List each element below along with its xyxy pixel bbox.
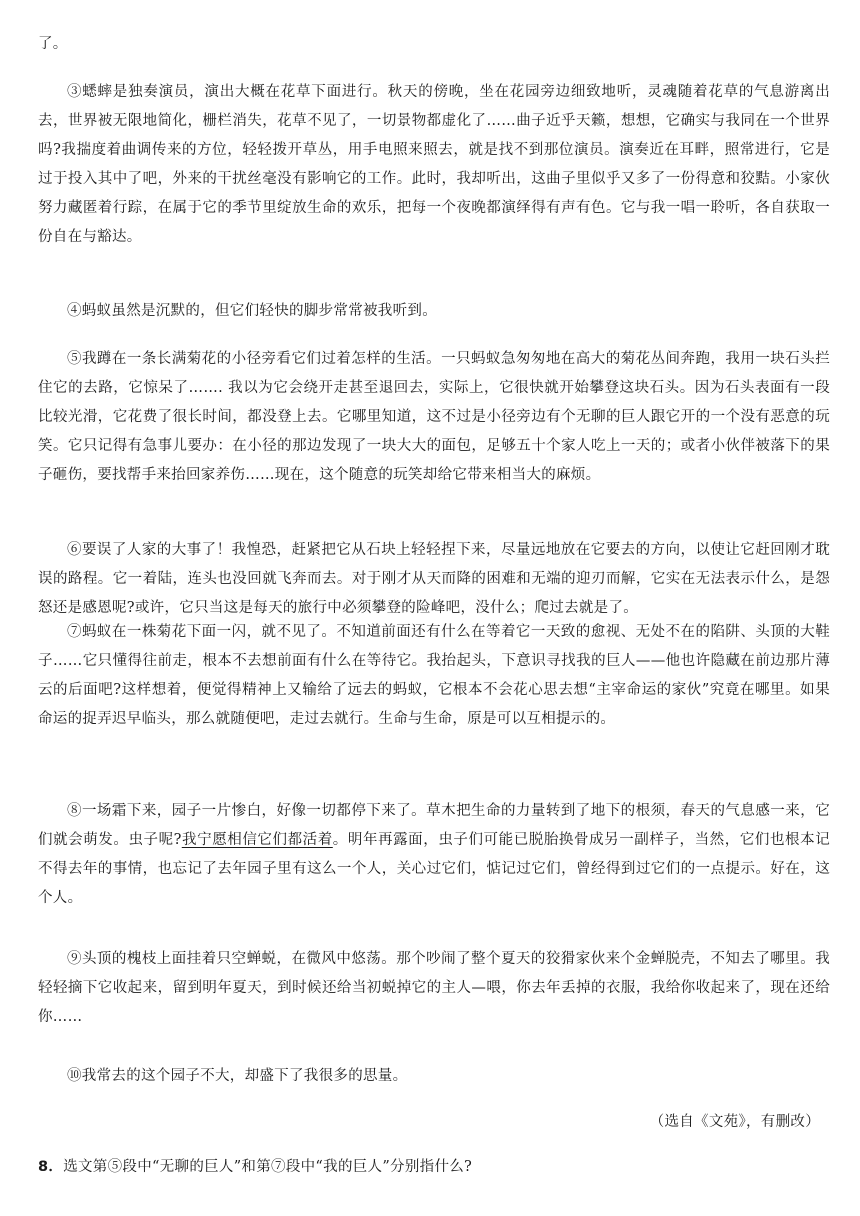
paragraph-8	[38, 797, 830, 913]
source-citation: （选自《文苑》，有删改）	[649, 1114, 820, 1130]
paragraph-continuation: 了。	[38, 36, 68, 52]
paragraph-8-text-before: ⑧一场霜下来，园子一片惨白，好像一切都停下来了。草木把生命的力量转到了地下的根须，春天的气息感一来，它们就会萌发。虫子呢?	[38, 803, 830, 848]
paragraph-5: ⑤我蹲在一条长满菊花的小径旁看它们过着怎样的生活。一只蚂蚁急匆匆地在高大的菊花丛间奔跑，我用一块石头拦住它的去路，它惊呆了……. 我以为它会绕开走甚至退回去，实际上，它很快就开始攀登这块石头。因为石头表面有一段比较光滑，它花费了很长时间，都没登上去。它哪里知道，这不过是小径旁边有个无聊的巨人跟它开的一个没有恶意的玩笑。它只记得有急事儿要办：在小径的那边发现了一块大大的面包，足够五十个家人吃上一天的；或者小伙伴被落下的果子砸伤，要找帮手来抬回家养伤……现在，这个随意的玩笑却给它带来相当大的麻烦。	[38, 351, 830, 483]
underlined-sentence: 我宁愿相信它们都活着	[181, 832, 333, 848]
paragraph-10: ⑩我常去的这个园子不大，却盛下了我很多的思量。	[67, 1068, 408, 1084]
question-8	[38, 1155, 830, 1179]
paragraph-3: ③蟋蟀是独奏演员，演出大概在花草下面进行。秋天的傍晚，坐在花园旁边细致地听，灵魂随着花草的气息游离出去，世界被无限地简化，栅栏消失，花草不见了，一切景物都虚化了……曲子近乎天籁，想想，它确实与我同在一个世界吗?我揣度着曲调传来的方位，轻轻拨开草丛，用手电照来照去，就是找不到那位演员。演奏近在耳畔，照常进行，它是过于投入其中了吧，外来的干扰丝毫没有影响它的工作。此时，我却听出，这曲子里似乎又多了一份得意和狡黠。小家伙努力藏匿着行踪，在属于它的季节里绽放生命的欢乐，把每一个夜晚都演绎得有声有色。它与我一唱一聆听，各自获取一份自在与豁达。	[38, 84, 830, 245]
paragraph-9: ⑨头顶的槐枝上面挂着只空蝉蜕，在微风中悠荡。那个吵闹了整个夏天的狡猾家伙来个金蝉脱壳，不知去了哪里。我轻轻摘下它收起来，留到明年夏天，到时候还给当初蜕掉它的主人—喂，你去年丢掉的衣服，我给你收起来了，现在还给你……	[38, 951, 830, 1025]
question-number: 8．	[38, 1159, 64, 1175]
paragraph-8-text-after: 。明年再露面，虫子们可能已脱胎换骨成另一副样子，当然，它们也根本记不得去年的事情，也忘记了去年园子里有这么一个人，关心过它们，惦记过它们，曾经得到过它们的一点提示。好在，这个人。	[38, 832, 831, 906]
paragraph-6: ⑥要误了人家的大事了！我惶恐，赶紧把它从石块上轻轻捏下来，尽量远地放在它要去的方向，以使让它赶回刚才耽误的路程。它一着陆，连头也没回就飞奔而去。对于刚才从天而降的困难和无端的迎刃而解，它实在无法表示什么，是怨怒还是感恩呢?或许，它只当这是每天的旅行中必须攀登的险峰吧，没什么；爬过去就是了。	[38, 542, 830, 616]
paragraph-7: ⑦蚂蚁在一株菊花下面一闪，就不见了。不知道前面还有什么在等着它一天致的愈视、无处不在的陷阱、头顶的大鞋子……它只懂得往前走，根本不去想前面有什么在等待它。我抬起头，下意识寻找我的巨人——他也许隐藏在前边那片薄云的后面吧?这样想着，便觉得精神上又输给了远去的蚂蚁，它根本不会花心思去想“主宰命运的家伙”究竟在哪里。如果命运的捉弄迟早临头，那么就随便吧，走过去就行。生命与生命，原是可以互相提示的。	[38, 624, 830, 727]
paragraph-4: ④蚂蚁虽然是沉默的，但它们轻快的脚步常常被我听到。	[67, 303, 437, 319]
question-text: 选文第⑤段中“无聊的巨人”和第⑦段中“我的巨人”分别指什么?	[63, 1159, 473, 1175]
